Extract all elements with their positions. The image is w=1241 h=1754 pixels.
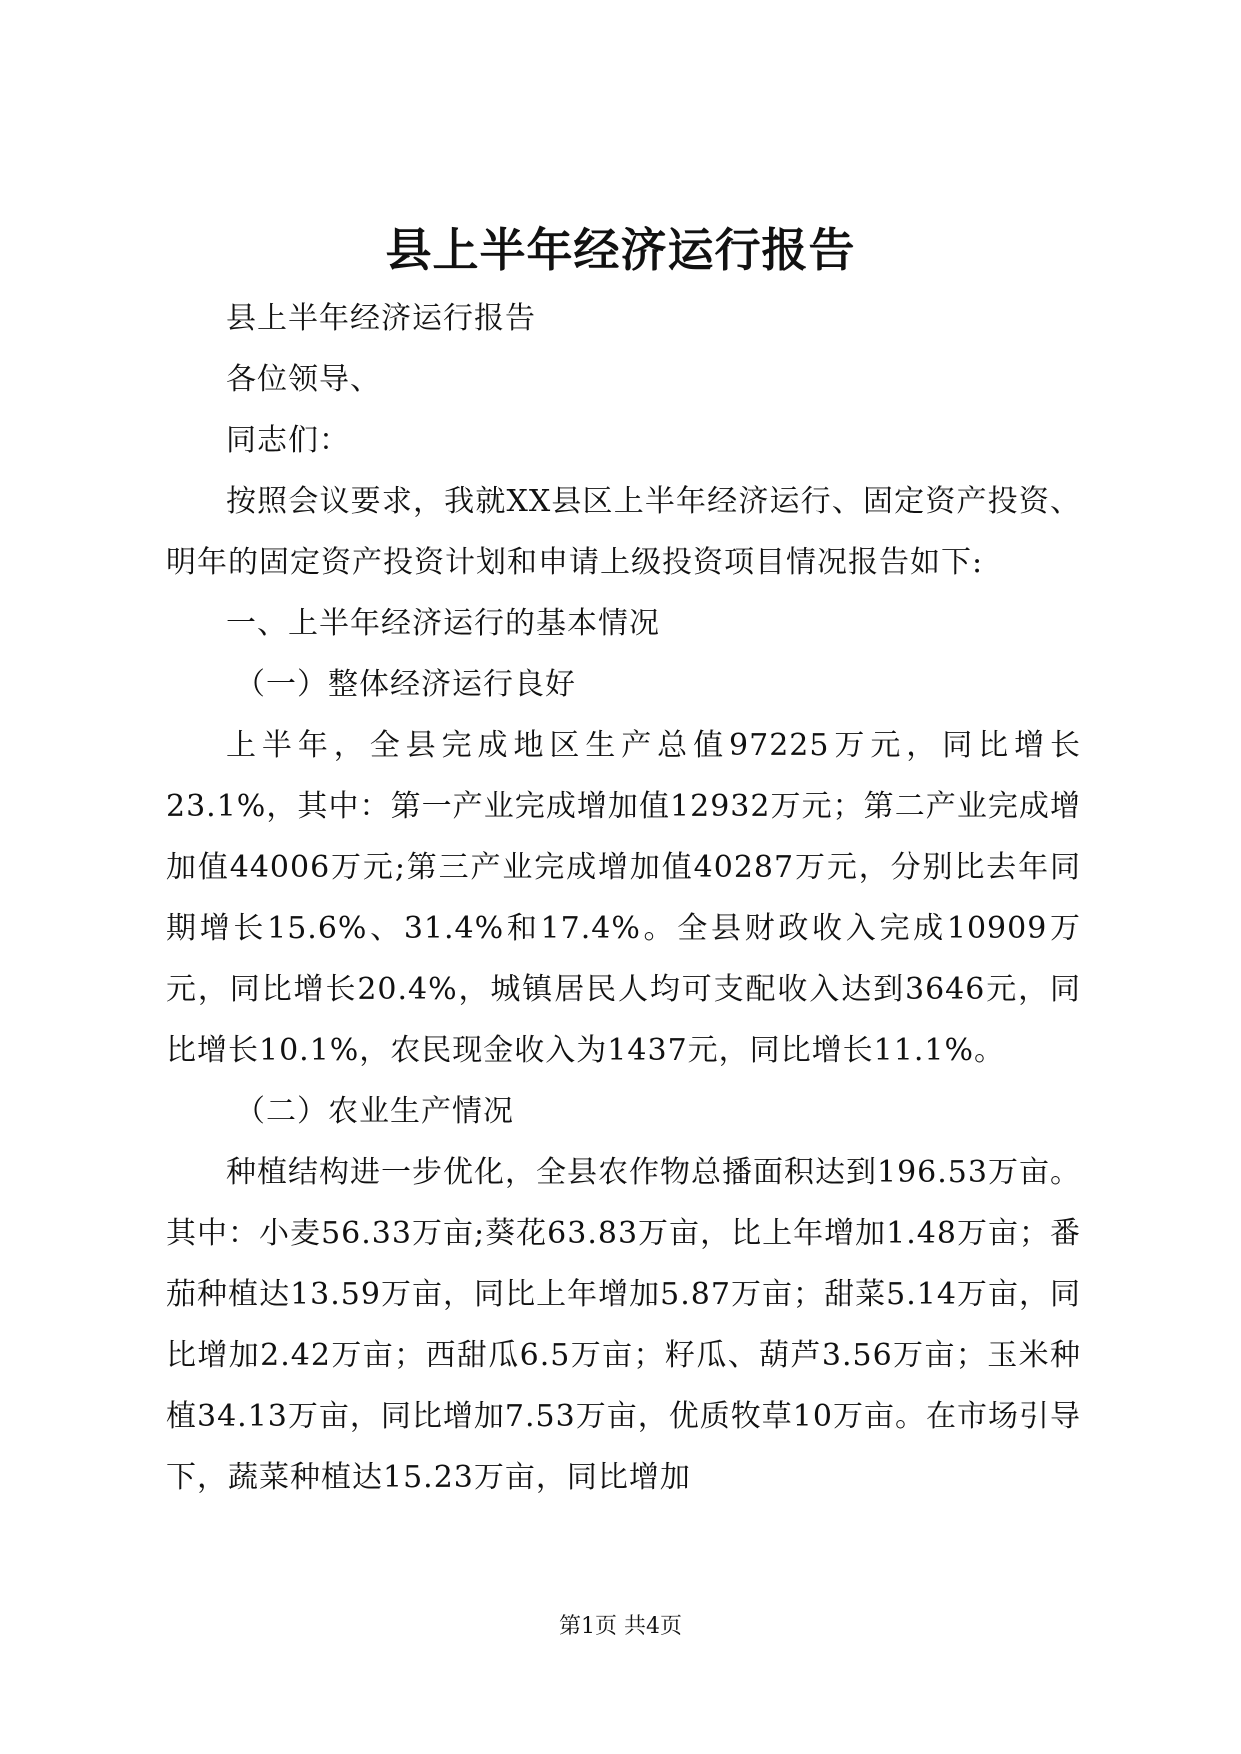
paragraph-salutation-leaders: 各位领导、: [226, 362, 381, 397]
paragraph-heading-repeat: 县上半年经济运行报告: [226, 301, 536, 336]
paragraph-salutation-comrades: 同志们：: [226, 423, 350, 458]
document-body: [166, 288, 1081, 1508]
paragraph-intro: 按照会议要求，我就XX县区上半年经济运行、固定资产投资、明年的固定资产投资计划和申请上级投资项目情况报告如下:: [166, 484, 1081, 580]
paragraph-agriculture: 种植结构进一步优化，全县农作物总播面积达到196.53万亩。其中：小麦56.33万亩;葵花63.83万亩，比上年增加1.48万亩；番茄种植达13.59万亩，同比上年增加5.87万亩；甜菜5.14万亩，同比增加2.42万亩；西甜瓜6.5万亩；籽瓜、葫芦3.56万亩；玉米种植34.13万亩，同比增加7.53万亩，优质牧草10万亩。在市场引导下，蔬菜种植达15.23万亩，同比增加: [166, 1155, 1081, 1495]
subsection-heading-2: （二）农业生产情况: [235, 1094, 514, 1129]
paragraph-economy: 上半年，全县完成地区生产总值97225万元，同比增长23.1%，其中：第一产业完成增加值12932万元；第二产业完成增加值44006万元;第三产业完成增加值40287万元，分别比去年同期增长15.6%、31.4%和17.4%。全县财政收入完成10909万元，同比增长20.4%，城镇居民人均可支配收入达到3646元，同比增长10.1%，农民现金收入为1437元，同比增长11.1%。: [166, 728, 1081, 1068]
subsection-heading-1: （一）整体经济运行良好: [235, 667, 576, 702]
document-title: 县上半年经济运行报告: [385, 223, 856, 277]
page-footer: 第1页 共4页: [559, 1614, 682, 1639]
section-heading-1: 一、上半年经济运行的基本情况: [226, 606, 660, 641]
